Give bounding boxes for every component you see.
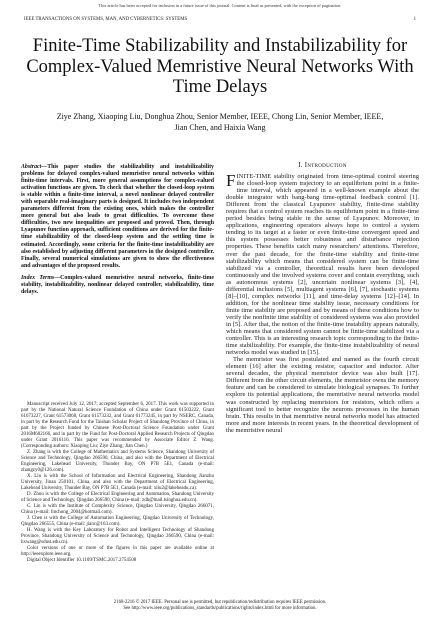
footnote-author: Z. Zhang is with the College of Mathematics and Systems Science, Shandong University of Science and Technology, Qingdao 266590, China, and also with the Department of Electrical Engineering, Lakehead University, Thunder Bay, ON P7B 5E1, Canada (e-mail: zhangzy0@126.com). <box>21 450 214 473</box>
section-heading-introduction: I. Introduction <box>298 162 347 169</box>
acceptance-notice <box>0 3 440 8</box>
abstract-text: —This paper studies the stabilizability and instabilizability problems for delayed complex-valued memristive neural networks within finite-time intervals. First, more general assumptions for complex-valued activation functions are given. To check that whether the closed-loop system is stable within a finite-time interval, a novel nonlinear delayed controller with separable real-imaginary parts is designed. It includes two independent parameters different from the existing ones, which makes the controller more general but also leads to great difficulties. To overcome these difficulties, two new inequalities are proposed and proved. Then, through Lyapunov function approach, sufficient conditions are derived for the finite-time stabilizability of the closed-loop system and the settling time is estimated. Accordingly, some criteria for the finite-time instabilizability are also established by adjusting different parameters in the designed controller. Finally, several numerical simulations are given to show the effectiveness and advantages of the proposed results. <box>21 164 214 269</box>
footnote-author: D. Zhou is with the College of Electrical Engineering and Automation, Shandong University of Science and Technology, Qingdao 266590, China (e-mail: zdh@mail.tsinghua.edu.cn). <box>21 492 214 503</box>
right-column <box>226 162 419 434</box>
index-terms-text: —Complex-valued memristive neural networks, finite-time stability, instabilizability, nonlinear delayed controller, stabilizability, time delays. <box>21 274 214 295</box>
footnote-author: X. Liu is with the School of Information and Electrical Engineering, Shandong Jianzhu University, Jinan 250101, China, and also with the Department of Electrical Engineering, Lakehead University, Thunder Bay, ON P7B 5E1, Canada (e-mail: xliu2@lakeheadu.ca). <box>21 474 214 491</box>
index-terms-label: Index Terms <box>21 274 55 281</box>
footnote-manuscript: Manuscript received July 12, 2017; accepted September 6, 2017. This work was supported in part by the National Natural Science Foundation of China under Grant 61503222, Grant 61673227, Grant 61573068, Grant 61573232, and Grant 61773245, in part by NSERC, Canada, in part by the Research Fund for the Taishan Scholar Project of Shandong Province of China, in part by the Project funded by Chinese Post-Doctoral Science Foundation under Grant 2016M602166, and in part by the Fund for Post-Doctoral Applied Research Projects of Qingdao under Grant 2016116. This paper was recommended by Associate Editor Z. Wang. (Corresponding authors: Xiaoping Liu; Ziye Zhang; Jian Chen.) <box>21 402 214 449</box>
left-column <box>21 164 214 296</box>
footnote-author: C. Lin is with the Institute of Complexity Science, Qingdao University, Qingdao 266071, China (e-mail: linchong_2004@hotmail.com). <box>21 504 214 515</box>
footnote-author: J. Chen is with the College of Automation Engineering, Qingdao University of Technology, Qingdao 266555, China (e-mail: jianc@163.com). <box>21 516 214 527</box>
footnotes <box>21 402 214 564</box>
footnote-author: H. Wang is with the Key Laboratory for Robot and Intelligent Technology of Shandong Province, Shandong University of Science and Technology, Qingdao 266590, China (e-mail: hxwang@sdust.edu.cn). <box>21 528 214 545</box>
copyright-line-1: 2168-2216 © 2017 IEEE. Personal use is permitted, but republication/redistribution requires IEEE permission. <box>113 600 327 605</box>
intro-paragraph-1-text: INITE-TIME stability originated from time-optimal control steering the closed-loop system trajectory to an equilibrium point in a finite-time interval, which appeared in a well-known example about the double integrator with bang-bang time-optimal feedback control [1]. Different from the classical Lyapunov stability, finite-time stability requires that a control system reaches its equilibrium point in a finite-time period besides being stable in the sense of Lyapunov. Moreover, in applications, engineering operators always hope to control a system tending to its target at a faster or even finite-time convergent speed and this system possesses better robustness and disturbance rejection properties. These benefits catch many researchers’ attentions. Therefore, over the past decade, for the finite-time stability and finite-time stabilizability which means that considered system can be finite-time stabilized via a controller, theoretical results have been developed continuously and the involved systems cover and contain everything, such as autonomous systems [2], uncertain nonlinear systems [3], [4], differential inclusions [5], multiagent systems [6], [7], stochastic systems [8]–[10], complex networks [11], and time-delay systems [12]–[14]. In addition, for the nonlinear time stability issue, necessary conditions for finite time stability are proposed and by means of these conditions how to verify the nonfinite time stability of considered systems was also provided in [5]. After that, the notion of the finite-time instability appears naturally, which means that considered system cannot be finite-time stabilized via a controller. This is an interesting research topic corresponding to the finite-time stabilizability. For example, the finite-time instabilizability of neural networks model was studied in [15]. <box>226 173 419 357</box>
page-number: 1 <box>413 17 416 22</box>
author-list <box>20 111 420 133</box>
footnote-doi: Digital Object Identifier 10.1109/TSMC.2017.2754508 <box>27 558 137 563</box>
copyright-footer <box>0 600 440 612</box>
abstract-label: Abstract <box>21 164 42 170</box>
intro-paragraph-1 <box>226 173 419 356</box>
footnote-color-versions: Color versions of one or more of the figures in this paper are available online at http://ieeexplore.ieee.org. <box>21 546 214 557</box>
acceptance-notice-text: This article has been accepted for inclusion in a future issue of this journal. Content is final as presented, with the exception of pagination. <box>98 3 342 8</box>
running-header <box>24 17 416 22</box>
intro-paragraph-2: The memristor was first postulated and named as the fourth circuit element [16] after the existing resistor, capacitor and inductor. After several decades, the physical memristor device was also built [17]. Different from the other circuit elements, the memristor owns the memory feature and can be considered to simulate biological synapses. To further explore its potential applications, the memristive neural networks model was constructed by replacing memristors for resistors, which offers a significant tool to better recognize the neurons processes in the human brain. This results in that memristive neural networks model has attracted more and more interests in recent years. In the theoretical development of the memristive neural <box>226 356 419 434</box>
introduction-body <box>226 173 419 434</box>
paper-title: Finite-Time Stabilizability and Instabilizability for Complex-Valued Memristive Neural Networks With Time Delays <box>26 36 414 97</box>
abstract <box>21 164 214 270</box>
index-terms <box>21 275 214 296</box>
author-line-1: Ziye Zhang, Xiaoping Liu, Donghua Zhou, Senior Member, IEEE, Chong Lin, Senior Member, IEEE, <box>56 112 384 121</box>
drop-cap: F <box>226 171 236 190</box>
author-line-2: Jian Chen, and Haixia Wang <box>174 123 266 132</box>
journal-name: IEEE TRANSACTIONS ON SYSTEMS, MAN, AND CYBERNETICS: SYSTEMS <box>24 17 188 22</box>
copyright-line-2: See http://www.ieee.org/publications_standards/publications/rights/index.html for more information. <box>123 606 317 611</box>
